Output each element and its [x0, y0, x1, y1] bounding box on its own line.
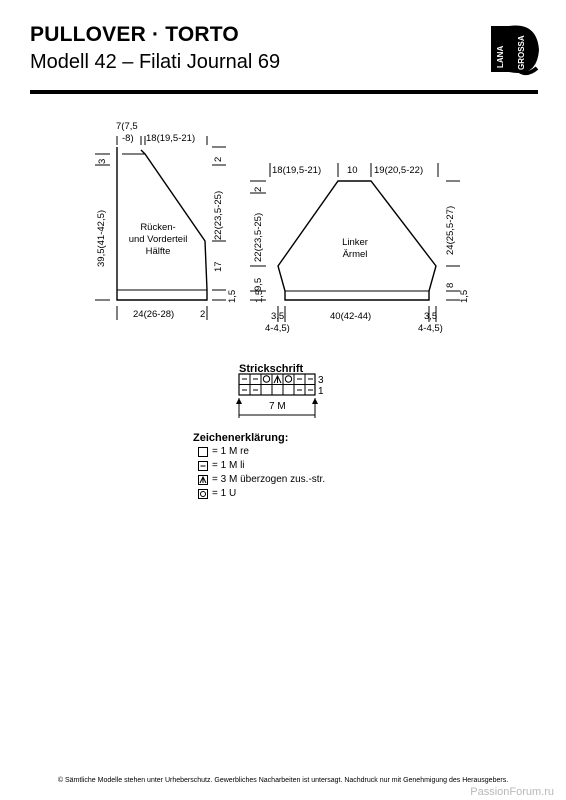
body-total-height: 39,5(41-42,5): [96, 209, 107, 267]
sleeve-left-top: 2: [253, 186, 264, 192]
page-title: PULLOVER · TORTO: [30, 23, 239, 46]
sleeve-left-raglan: 22(23,5-25): [253, 212, 264, 262]
sleeve-right-height: 24(25,5-27): [445, 205, 456, 255]
sleeve-left-rib: 1,5: [254, 289, 265, 303]
legend-text: = 1 M li: [212, 460, 245, 471]
body-top-width: 7(7,5: [116, 121, 138, 132]
sleeve-bottom-left-2: 4-4,5): [265, 323, 290, 334]
body-edge: 2: [200, 309, 206, 320]
body-top-width-2: -8): [122, 133, 134, 144]
copyright-footer: © Sämtliche Modelle stehen unter Urheberschutz. Gewerbliches Nacharbeiten ist untersagt. Nachdruck nur mit Genehmigung des Herausgebers.: [57, 777, 509, 784]
knit-icon: [198, 447, 208, 457]
sleeve-top-mid: 10: [347, 165, 358, 176]
sleeve-piece-label: Linker Ärmel: [342, 237, 368, 260]
body-side-height: 17: [213, 261, 224, 272]
repeat-end-arrow: [312, 398, 318, 404]
body-neck-depth: 3: [97, 158, 108, 164]
sleeve-right-lower: 8: [445, 282, 456, 288]
chart-row-bottom: 1: [318, 386, 324, 397]
chart-title: Strickschrift: [239, 363, 304, 375]
logo-text-grossa: GROSSA: [517, 35, 526, 70]
legend-text: = 1 M re: [212, 446, 249, 457]
legend-item-purl: [198, 460, 245, 471]
repeat-start-arrow: [236, 398, 242, 404]
yarn-over-icon: [198, 489, 208, 499]
legend-item-yarn-over: [198, 488, 236, 499]
body-piece-label: Rücken- und Vorderteil Hälfte: [128, 222, 188, 257]
body-armhole-top: 2: [213, 156, 224, 162]
page-subtitle: Modell 42 – Filati Journal 69: [30, 51, 281, 73]
legend-item-knit: [198, 446, 249, 457]
sleeve-bottom-left: 3,5: [271, 311, 285, 322]
sleeve-bottom-right: 3,5: [424, 311, 438, 322]
sleeve-right-rib: 1,5: [459, 289, 470, 303]
legend-item-decrease: [198, 474, 325, 485]
watermark: PassionForum.ru: [470, 786, 554, 798]
legend-text: = 3 M überzogen zus.-str.: [212, 474, 326, 485]
sleeve-left-lower: 9,5: [253, 277, 264, 291]
sleeve-top-left: 18(19,5-21): [272, 165, 322, 176]
legend-title: Zeichenerklärung:: [193, 432, 289, 444]
sleeve-top-right: 19(20,5-22): [374, 165, 424, 176]
chart-repeat: 7 M: [269, 401, 286, 412]
body-width: 24(26-28): [133, 309, 175, 320]
double-decrease-icon: [198, 475, 208, 485]
body-shoulder: 18(19,5-21): [146, 133, 196, 144]
sleeve-bottom-right-2: 4-4,5): [418, 323, 443, 334]
legend-text: = 1 U: [212, 488, 237, 499]
logo-text-lana: LANA: [496, 45, 505, 68]
sleeve-bottom-width: 40(42-44): [330, 311, 372, 322]
body-rib-height: 1,5: [227, 289, 238, 303]
chart-row-top: 3: [318, 375, 324, 386]
body-armhole-height: 22(23,5-25): [213, 190, 224, 240]
purl-icon: [198, 461, 208, 471]
